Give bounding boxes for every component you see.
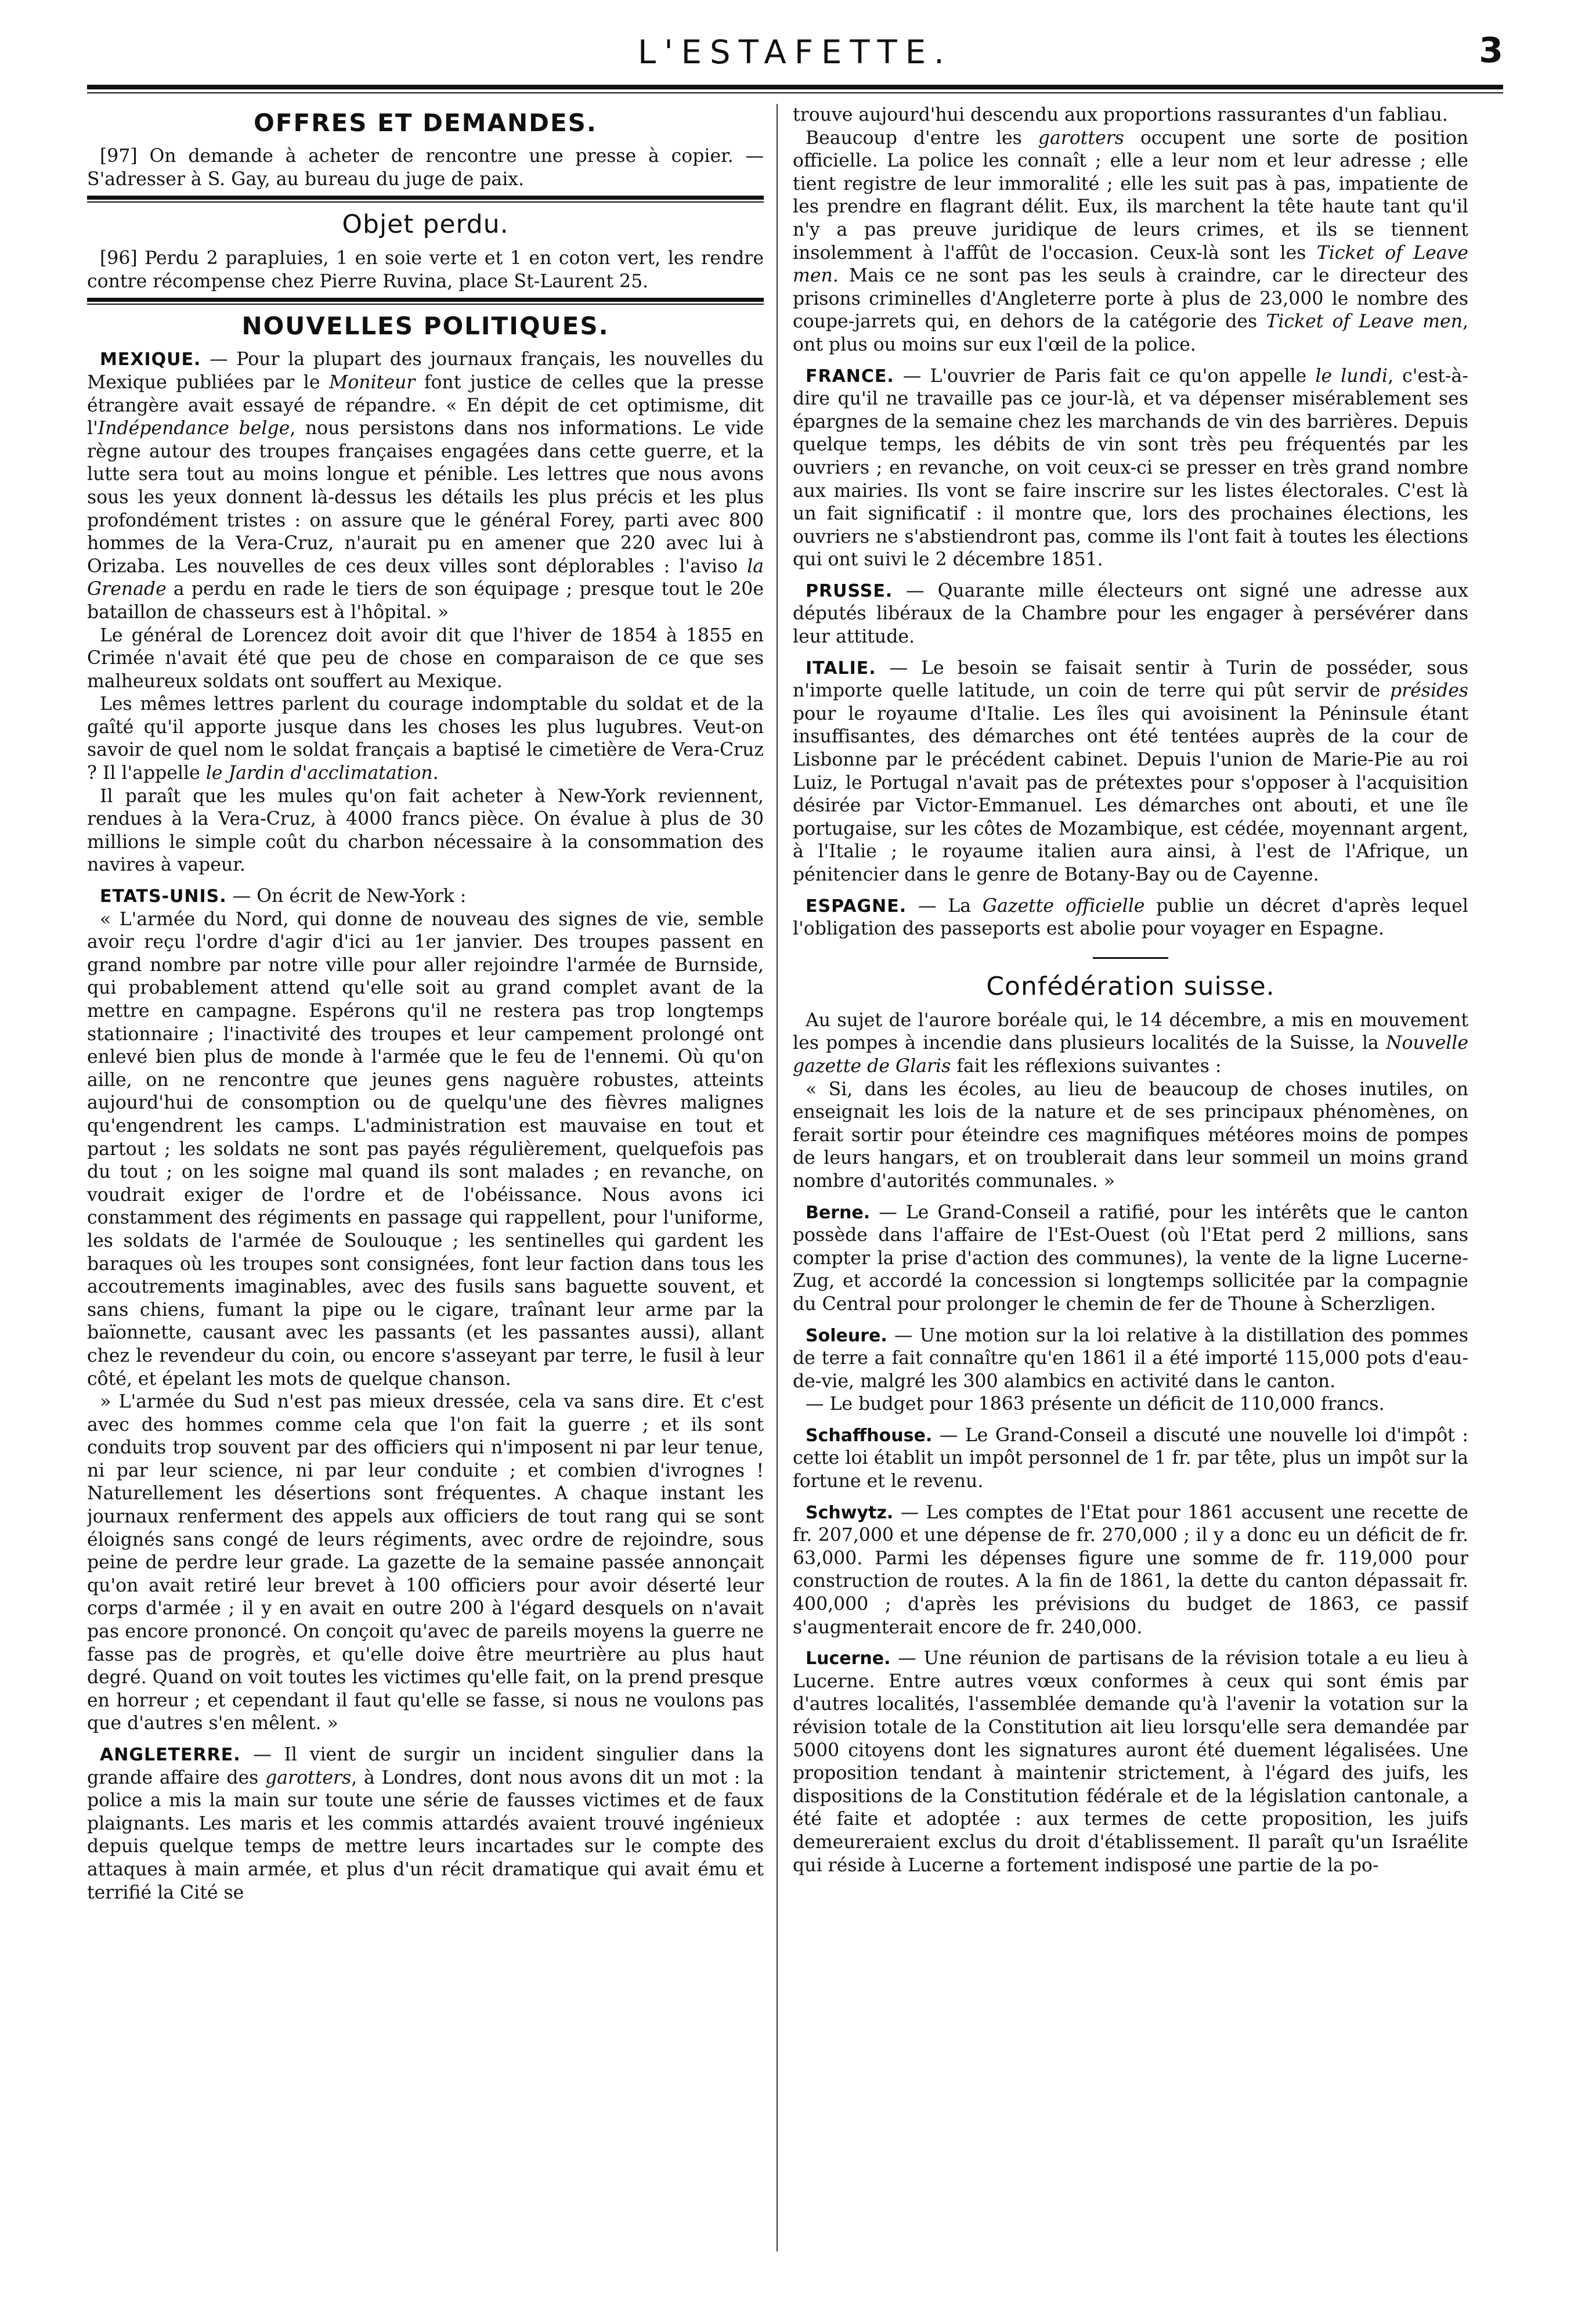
page-number: 3 [1479,30,1503,71]
berne-paragraph: Berne. — Le Grand-Conseil a ratifié, pour les intérêts que le canton possède dans l'affaire de l'Est-Ouest (où l'Etat perd 2 millions, sans compter la prise d'action des communes), la vente de la ligne Lucerne-Zug, et accordé la concession si longtemps sollicitée par la compagnie du Central pour prolonger le chemin de fer de Thoune à Scherzligen. [793,1201,1468,1315]
schwytz-paragraph: Schwytz. — Les comptes de l'Etat pour 1861 accusent une recette de fr. 207,000 et une dépense de fr. 270,000 ; il y a donc eu un déficit de fr. 63,000. Parmi les dépenses figure une somme de fr. 119,000 pour construction de routes. A la fin de 1861, la dette du canton dépassait fr. 400,000 ; d'après les prévisions du budget de 1863, ce passif s'augmenterait encore de fr. 240,000. [793,1502,1468,1638]
offres-notice: [97] On demande à acheter de rencontre une presse à copier. — S'adresser à S. Gay, au bureau du juge de paix. [87,146,764,190]
mexique-paragraph: MEXIQUE. — Pour la plupart des journaux français, les nouvelles du Mexique publiées par le Moniteur font justice de celles que la presse étrangère avait essayé de répandre. « En dépit de cet optimisme, dit l'Indépendance belge, nous persistons dans nos informations. Le vide règne autour des troupes françaises engagées dans cette guerre, et la lutte sera tout au moins longue et pénible. Les lettres que nous avons sous les yeux donnent là-dessus les détails les plus précis et les plus profondément tristes : on assure que le général Forey, parti avec 800 hommes de la Vera-Cruz, n'aurait pu en amener que 220 avec lui à Orizaba. Les nouvelles de ces deux villes sont déplorables : l'aviso la Grenade a perdu en rade le tiers de son équipage ; presque tout le 20e bataillon de chasseurs est à l'hôpital. » [87,349,764,623]
etats-unis-keyword: ETATS-UNIS. [100,886,227,907]
running-head [87,29,1503,81]
section-rule-thin [87,304,764,305]
espagne-keyword: ESPAGNE. [806,896,907,916]
schaffhouse-paragraph: Schaffhouse. — Le Grand-Conseil a discuté une nouvelle loi d'impôt : cette loi établit un impôt personnel de 1 fr. par tête, plus un impôt sur la fortune et le revenu. [793,1424,1468,1492]
nouvelles-politiques-heading: NOUVELLES POLITIQUES. [241,312,609,341]
france-paragraph: FRANCE. — L'ouvrier de Paris fait ce qu'on appelle le lundi, c'est-à-dire qu'il ne travaille pas ce jour-là, et va dépenser misérablement ses épargnes de la semaine chez les marchands de vin des barrières. Depuis quelque temps, les débits de vin sont très peu fréquentés par les ouvriers ; en revanche, on voit ceux-ci se presser en très grand nombre aux mairies. Ils vont se faire inscrire sur les listes électorales. C'est là un fait significatif : il montre que, lors des prochaines élections, les ouvriers ne s'abstiendront pas, comme ils l'ont fait à toutes les élections qui ont suivi le 2 décembre 1851. [793,365,1468,571]
angleterre-continuation: trouve aujourd'hui descendu aux proportions rassurantes d'un fabliau. [793,104,1448,125]
garotters-paragraph: Beaucoup d'entre les garotters occupent une sorte de position officielle. La police les connaît ; elle a leur nom et leur adresse ; elle tient registre de leur immoralité ; elle les suit pas à pas, impatiente de les prendre en flagrant délit. Eux, ils marchent la tête haute tant qu'il n'y a pas preuve juridique de leurs crimes, et ils se tiennent insolemment à l'affût de l'occasion. Ceux-là sont les Ticket of Leave men. Mais ce ne sont pas les seuls à craindre, car le directeur des prisons criminelles d'Angleterre porte à plus de 23,000 le nombre des coupe-jarrets qui, en dehors de la catégorie des Ticket of Leave men, ont plus ou moins sur eux l'œil de la police. [793,127,1468,355]
france-keyword: FRANCE. [806,366,894,387]
armee-sud-paragraph: » L'armée du Sud n'est pas mieux dressée, cela va sans dire. Et c'est avec des hommes comme cela que l'on fait la guerre ; et ils sont conduits trop souvent par des officiers qui n'imposent ni par leur tenue, ni par leur science, ni par leur conduite ; et combien d'ivrognes ! Naturellement les désertions sont fréquentes. A chaque instant les journaux renferment des appels aux officiers de tout rang qui se sont éloignés sans congé de leurs régiments, avec ordre de rejoindre, sous peine de perdre leur grade. La gazette de la semaine passée annonçait qu'on avait retiré leur brevet à 100 officiers pour avoir déserté leur corps d'armée ; il y en avait en outre 200 à l'égard desquels on n'avait pas encore prononcé. On conçoit qu'avec de pareils moyens la guerre ne fasse pas de progrès, et qu'elle doive être meurtrière au plus haut degré. Quand on voit toutes les victimes qu'elle fait, on la prend presque en horreur ; et cependant il faut qu'elle se fasse, si nous ne voulons pas que d'autres s'en mêlent. » [87,1391,764,1734]
right-column [778,104,1468,2251]
schaffhouse-keyword: Schaffhouse. [806,1425,933,1446]
ecoles-paragraph: « Si, dans les écoles, au lieu de beaucoup de choses inutiles, on enseignait les lois de la nature et de ses principaux phénomènes, on ferait sortir pour éteindre ces magnifiques météores moins de pompes de leurs hangars, et on troublerait dans leur sommeil un moins grand nombre d'autorités communales. » [793,1078,1468,1192]
newspaper-title: L'ESTAFETTE. [638,34,952,71]
objet-perdu-heading: Objet perdu. [342,210,509,240]
header-rule-heavy [87,85,1503,89]
lucerne-keyword: Lucerne. [806,1648,891,1669]
section-rule [87,196,764,200]
soleure-budget: — Le budget pour 1863 présente un déficit de 110,000 francs. [806,1394,1385,1415]
armee-nord-paragraph: « L'armée du Nord, qui donne de nouveau des signes de vie, semble avoir reçu l'ordre d'agir d'ici au 1er janvier. Des troupes passent en grand nombre par notre ville pour aller rejoindre l'armée de Burnside, qui probablement attend qu'elle soit au grand complet avant de la mettre en campagne. Espérons qu'il ne restera pas trop longtemps stationnaire ; l'inactivité des troupes et leur campement prolongé ont enlevé bien plus de monde à l'armée que le feu de l'ennemi. Où qu'on aille, on ne rencontre que jeunes gens naguère robustes, atteints aujourd'hui de consomption ou de quelqu'une des fièvres malignes qu'engendrent les camps. L'administration est mauvaise en tout et partout ; les soldats ne sont pas payés régulièrement, quelquefois pas du tout ; on les soigne mal quand ils sont malades ; en revanche, on voudrait exiger de l'ordre et de l'obéissance. Nous avons ici constamment des régiments en passage qui rappellent, pour l'uniforme, les soldats de l'armée de Soulouque ; les sentinelles qui gardent les baraques où les troupes sont consignées, font leur faction dans tous les accoutrements imaginables, avec des fusils sans baguette souvent, et sans chiens, fumant la pipe ou le cigare, traînant leur arme par la baïonnette, causant avec les passants (et les passantes aussi), allant chez le revendeur du coin, ou encore s'asseyant par terre, le fusil à leur côté, et épelant les mots de quelque chanson. [87,908,764,1390]
italie-keyword: ITALIE. [806,658,876,679]
angleterre-keyword: ANGLETERRE. [100,1745,241,1765]
aurore-paragraph: Au sujet de l'aurore boréale qui, le 14 décembre, a mis en mouvement les pompes à incendie dans plusieurs localités de la Suisse, la Nouvelle gazette de Glaris fait les réflexions suivantes : [793,1009,1468,1077]
schwytz-keyword: Schwytz. [806,1502,894,1523]
courage-paragraph: Les mêmes lettres parlent du courage indomptable du soldat et de la gaîté qu'il apporte jusque dans les choses les plus lugubres. Veut-on savoir de quel nom le soldat français a baptisé le cimetière de Vera-Cruz ? Il l'appelle le Jardin d'acclimatation. [87,694,764,784]
lucerne-paragraph: Lucerne. — Une réunion de partisans de la révision totale a eu lieu à Lucerne. Entre autres vœux conformes à ceux qui sont émis par d'autres localités, l'assemblée demande qu'à l'avenir la votation sur la révision totale de la Constitution ait lieu lorsqu'elle sera demandée par 5000 citoyens dont les signatures auront été duement légalisées. Une proposition tendant à maintenir strictement, à l'égard des juifs, les dispositions de la Constitution fédérale et de la législation cantonale, a été faite et adoptée : aux termes de cette proposition, les juifs demeureraient exclus du droit d'établissement. Il paraît qu'un Israélite qui réside à Lucerne a fortement indisposé une partie de la po- [793,1648,1468,1876]
separator-rule [1093,957,1168,959]
etats-unis-intro: ETATS-UNIS. — On écrit de New-York : [100,886,467,907]
italie-paragraph: ITALIE. — Le besoin se faisait sentir à Turin de posséder, sous n'importe quelle latitude, un coin de terre qui pût servir de présides pour le royaume d'Italie. Les îles qui avoisinent la Péninsule étant insuffisantes, des démarches ont été tentées auprès de la cour de Lisbonne par le précédent cabinet. Depuis l'union de Marie-Pie au roi Luiz, le Portugal n'avait pas de prétextes pour s'opposer à l'acquisition désirée par Victor-Emmanuel. Les démarches ont abouti, et une île portugaise, sur les côtes de Mozambique, est cédée, moyennant argent, à l'Italie ; le royaume italien aura ainsi, à l'est de l'Afrique, un pénitencier dans le genre de Botany-Bay ou de Cayenne. [793,657,1468,885]
objet-perdu-notice: [96] Perdu 2 parapluies, 1 en soie verte et 1 en coton vert, les rendre contre récompense chez Pierre Ruvina, place St-Laurent 25. [87,248,764,292]
mules-paragraph: Il paraît que les mules qu'on fait acheter à New-York reviennent, rendues à la Vera-Cruz, à 4000 francs pièce. On évalue à plus de 30 millions le simple coût du charbon nécessaire à la consommation des navires à vapeur. [87,785,764,876]
soleure-keyword: Soleure. [806,1325,887,1346]
newspaper-page [87,29,1503,2281]
mexique-keyword: MEXIQUE. [100,349,201,370]
prusse-keyword: PRUSSE. [806,580,893,601]
confederation-heading: Confédération suisse. [986,971,1275,1001]
offres-heading: OFFRES ET DEMANDES. [254,109,597,137]
header-rule-thin [87,92,1503,93]
angleterre-paragraph: ANGLETERRE. — Il vient de surgir un incident singulier dans la grande affaire des garotters, à Londres, dont nous avons dit un mot : la police a mis la main sur toute une série de fausses victimes et de faux plaignants. Les maris et les commis attardés avaient trouvé ingénieux depuis quelque temps de mettre leurs incartades sur le compte des attaques à main armée, et plus d'un récit dramatique qui avait ému et terrifié la Cité se [87,1744,764,1903]
section-rule [87,298,764,302]
soleure-paragraph: Soleure. — Une motion sur la loi relative à la distillation des pommes de terre a fait connaître qu'en 1861 il a été importé 115,000 pots d'eau-de-vie, malgré les 300 alambics en activité dans le canton. [793,1325,1468,1392]
section-rule-thin [87,201,764,203]
espagne-paragraph: ESPAGNE. — La Gazette officielle publie un décret d'après lequel l'obligation des passeports est abolie pour voyager en Espagne. [793,895,1468,940]
lorencez-paragraph: Le général de Lorencez doit avoir dit que l'hiver de 1854 à 1855 en Crimée n'avait été que peu de chose en comparaison de ce que ses malheureux soldats ont souffert au Mexique. [87,625,764,692]
left-column [87,104,778,2251]
prusse-paragraph: PRUSSE. — Quarante mille électeurs ont signé une adresse aux députés libéraux de la Chambre pour les engager à persévérer dans leur attitude. [793,580,1468,648]
columns [87,104,1503,2251]
berne-keyword: Berne. [806,1202,871,1223]
